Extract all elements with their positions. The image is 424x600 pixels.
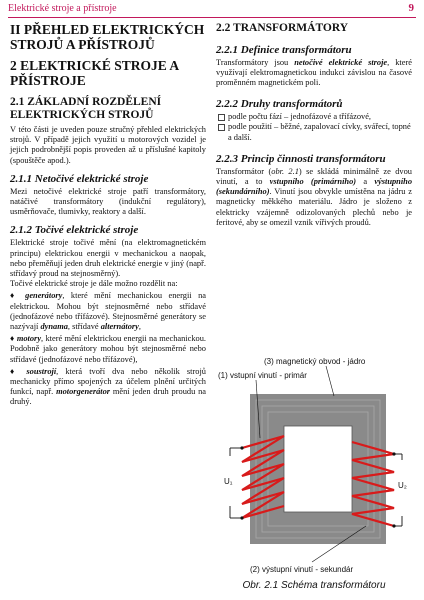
term-secondary: výstupního (sekundárního) (216, 176, 413, 197)
bullet-text: , které mění mechanickou energii na elektrickou. Mohou být stejnosměrné nebo střídavé (jednofázové nebo třífázové). Stejnosměrné generátory se nazývají (10, 291, 206, 332)
text: ) se skládá minimálně ze dvou vinutí, a to (216, 166, 412, 186)
heading-2-1-2: 2.1.2 Točivé elektrické stroje (10, 224, 139, 237)
term-alternatory: alternátory (100, 322, 139, 332)
bullet-soustroji (10, 367, 206, 408)
text: Transformátory jsou (216, 57, 295, 67)
checkbox-bullet-icon (218, 124, 225, 131)
terminal-dot (240, 446, 243, 449)
term-dynama: dynama (40, 322, 68, 332)
leader-line (326, 366, 334, 396)
list-item-text: podle počtu fází – jednofázové a třífázové, (228, 112, 372, 122)
bullet-text: , která tvoří dva nebo několik strojů mechanicky přímo spojených za účelem plnění určitých funkcí, např. (10, 366, 206, 397)
section-title: 2 ELEKTRICKÉ STROJE A PŘÍSTROJE (10, 58, 179, 88)
running-title: Elektrické stroje a přístroje (8, 3, 117, 14)
terminal-dot (240, 516, 243, 519)
term-generatory: generátory (25, 291, 63, 301)
bullet-generators (10, 291, 206, 332)
right-column (216, 22, 412, 228)
text: , které využívají elektromagnetickou indukci závislou na časové proměnném magnetickém poli. (216, 57, 412, 87)
heading-2-2-2: 2.2.2 Druhy transformátorů (216, 98, 343, 111)
types-list (216, 112, 412, 143)
bullet-motors (10, 334, 206, 365)
section-heading-2-2: 2.2 TRANSFORMÁTORY (216, 22, 349, 34)
bullet-text: mění jeden druh proudu na druhý. (10, 387, 206, 407)
term-soustroji: soustrojí (26, 366, 57, 376)
checkbox-bullet-icon (218, 114, 225, 121)
figure-caption: Obr. 2.1 Schéma transformátoru (242, 580, 386, 591)
term-motorgenerator: motorgenerátor (56, 387, 111, 397)
bullet-diamond-icon: ♦ (10, 291, 26, 301)
page-header (8, 3, 416, 18)
heading-2-2-1: 2.2.1 Definice transformátoru (216, 43, 352, 56)
core-window (284, 426, 352, 512)
text: a (356, 176, 375, 186)
page-number: 9 (408, 2, 414, 14)
subsection-heading-2-1: 2.1 ZÁKLADNÍ ROZDĚLENÍ ELEKTRICKÝCH STROJŮ (10, 96, 162, 121)
bullet-text: , (138, 322, 141, 332)
chapter-title: II PŘEHLED ELEKTRICKÝCH STROJŮ A PŘÍSTROJŮ (10, 22, 205, 52)
label-core: (3) magnetický obvod - jádro (264, 357, 366, 366)
transformer-figure (216, 356, 412, 596)
term-motory: motory (16, 334, 42, 344)
intro-paragraph: V této části je uveden pouze stručný přehled elektrických strojů. V případě jejich využití u motorových vozidel je jejich podrobnější popis proveden až u příslušné kapitoly (spouštěče apod.). (10, 125, 206, 165)
label-primary: (1) vstupní vinutí - primár (218, 371, 307, 380)
principle-paragraph (216, 167, 412, 228)
terminal-dot (392, 524, 395, 527)
left-column (10, 22, 206, 408)
list-item (216, 112, 412, 122)
term-netocive: netočivé elektrické stroje (294, 57, 388, 67)
heading-2-1-1: 2.1.1 Netočivé elektrické stroje (10, 172, 149, 185)
terminal-dot (392, 452, 395, 455)
text: Transformátor ( (216, 166, 272, 176)
list-item (216, 122, 412, 142)
transformer-diagram (216, 356, 412, 578)
definition-paragraph (216, 58, 412, 89)
heading-2-2-3: 2.2.3 Princip činnosti transformátoru (216, 152, 386, 165)
list-item-text: podle použití – běžné, zapalovací cívky, svářecí, topné a další. (228, 122, 411, 142)
bullet-text: , které mění elektrickou energii na mechanickou. Podobně jako generátory mohou být stejnosměrné nebo střídavé (jednofázové nebo třífázové), (10, 334, 206, 364)
label-u2: U₂ (398, 481, 407, 490)
label-u1: U₁ (224, 477, 233, 486)
bullet-text: , střídavé (67, 322, 101, 332)
bullet-diamond-icon: ♦ (10, 366, 27, 376)
tocive-paragraph-2: Točivé elektrické stroje je dále možno rozdělit na: (10, 279, 178, 289)
tocive-paragraph: Elektrické stroje točivé mění (na elektromagnetickém principu) elektrickou energii v mechanickou a naopak, nebo přeměňují jeden druh elektrické energie v jiný (např. střídavý proud na stejnosměrný). (10, 238, 206, 279)
text: . Vinutí jsou obvykle umístěna na jádru z magneticky měkkého materiálu. Jádro je složeno z elektricky vzájemně odizolovaných plechů nebo je feritové, aby se omezil vznik vířivých proudů. (216, 187, 412, 227)
figure-reference: obr. 2.1 (271, 166, 299, 176)
term-primary: vstupního (primárního) (269, 176, 357, 186)
label-secondary: (2) výstupní vinutí - sekundár (250, 565, 354, 574)
netocive-paragraph: Mezi netočivé elektrické stroje patří transformátory, natáčivé transformátory (indukční regulátory), usměrňovače, tlumivky, reaktory a další. (10, 186, 206, 217)
bullet-diamond-icon: ♦ (10, 334, 17, 344)
